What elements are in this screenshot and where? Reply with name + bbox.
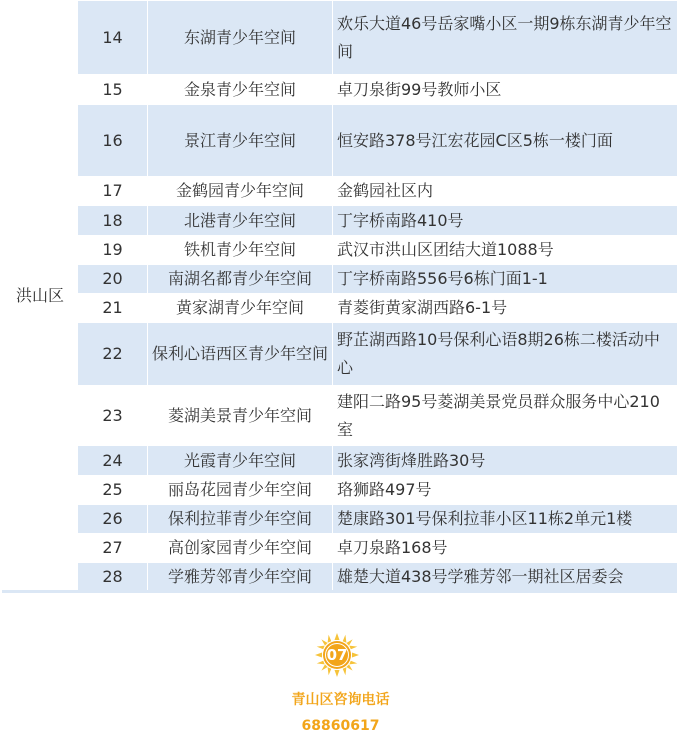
space-address: 青菱街黄家湖西路6-1号	[333, 294, 678, 323]
row-number: 28	[78, 563, 148, 592]
space-address: 欢乐大道46号岳家嘴小区一期9栋东湖青少年空间	[333, 1, 678, 75]
space-name: 学雅芳邻青少年空间	[148, 563, 333, 592]
space-name: 保利拉菲青少年空间	[148, 505, 333, 534]
row-number: 17	[78, 177, 148, 206]
space-name: 菱湖美景青少年空间	[148, 386, 333, 446]
table-row	[3, 236, 678, 265]
space-address: 武汉市洪山区团结大道1088号	[333, 236, 678, 265]
row-number: 20	[78, 265, 148, 294]
space-name: 丽岛花园青少年空间	[148, 476, 333, 505]
space-address: 珞狮路497号	[333, 476, 678, 505]
table-row	[3, 75, 678, 105]
row-number: 14	[78, 1, 148, 75]
space-address: 丁字桥南路410号	[333, 206, 678, 236]
space-name: 铁机青少年空间	[148, 236, 333, 265]
consult-phone: 68860617	[301, 718, 380, 734]
space-address: 雄楚大道438号学雅芳邻一期社区居委会	[333, 563, 678, 592]
table-row	[3, 534, 678, 563]
youth-space-table	[2, 0, 678, 592]
space-address: 金鹤园社区内	[333, 177, 678, 206]
table-row	[3, 386, 678, 446]
row-number: 18	[78, 206, 148, 236]
table-row	[3, 563, 678, 592]
space-address: 楚康路301号保利拉菲小区11栋2单元1楼	[333, 505, 678, 534]
table-row	[3, 105, 678, 177]
row-number: 15	[78, 75, 148, 105]
district-cell: 洪山区	[3, 1, 78, 592]
section-number: 07	[326, 646, 348, 664]
table-bottom-border	[2, 590, 677, 593]
table-row	[3, 206, 678, 236]
table-row	[3, 177, 678, 206]
space-address: 卓刀泉路168号	[333, 534, 678, 563]
space-name: 东湖青少年空间	[148, 1, 333, 75]
row-number: 19	[78, 236, 148, 265]
table-row	[3, 476, 678, 505]
table-row	[3, 1, 678, 75]
space-address: 丁字桥南路556号6栋门面1-1	[333, 265, 678, 294]
space-name: 景江青少年空间	[148, 105, 333, 177]
space-name: 黄家湖青少年空间	[148, 294, 333, 323]
row-number: 16	[78, 105, 148, 177]
table-row	[3, 505, 678, 534]
row-number: 24	[78, 446, 148, 476]
space-name: 金鹤园青少年空间	[148, 177, 333, 206]
table-row	[3, 265, 678, 294]
space-address: 野芷湖西路10号保利心语8期26栋二楼活动中心	[333, 323, 678, 386]
space-name: 光霞青少年空间	[148, 446, 333, 476]
space-name: 南湖名都青少年空间	[148, 265, 333, 294]
row-number: 26	[78, 505, 148, 534]
row-number: 27	[78, 534, 148, 563]
row-number: 25	[78, 476, 148, 505]
row-number: 22	[78, 323, 148, 386]
row-number: 23	[78, 386, 148, 446]
space-address: 恒安路378号江宏花园C区5栋一楼门面	[333, 105, 678, 177]
table-row	[3, 323, 678, 386]
space-name: 高创家园青少年空间	[148, 534, 333, 563]
space-address: 建阳二路95号菱湖美景党员群众服务中心210室	[333, 386, 678, 446]
section-number-badge	[314, 632, 360, 678]
space-address: 张家湾街烽胜路30号	[333, 446, 678, 476]
table-row	[3, 446, 678, 476]
section-title: 青山区咨询电话	[291, 692, 390, 708]
table-row	[3, 294, 678, 323]
space-name: 北港青少年空间	[148, 206, 333, 236]
row-number: 21	[78, 294, 148, 323]
space-name: 保利心语西区青少年空间	[148, 323, 333, 386]
space-address: 卓刀泉街99号教师小区	[333, 75, 678, 105]
space-name: 金泉青少年空间	[148, 75, 333, 105]
